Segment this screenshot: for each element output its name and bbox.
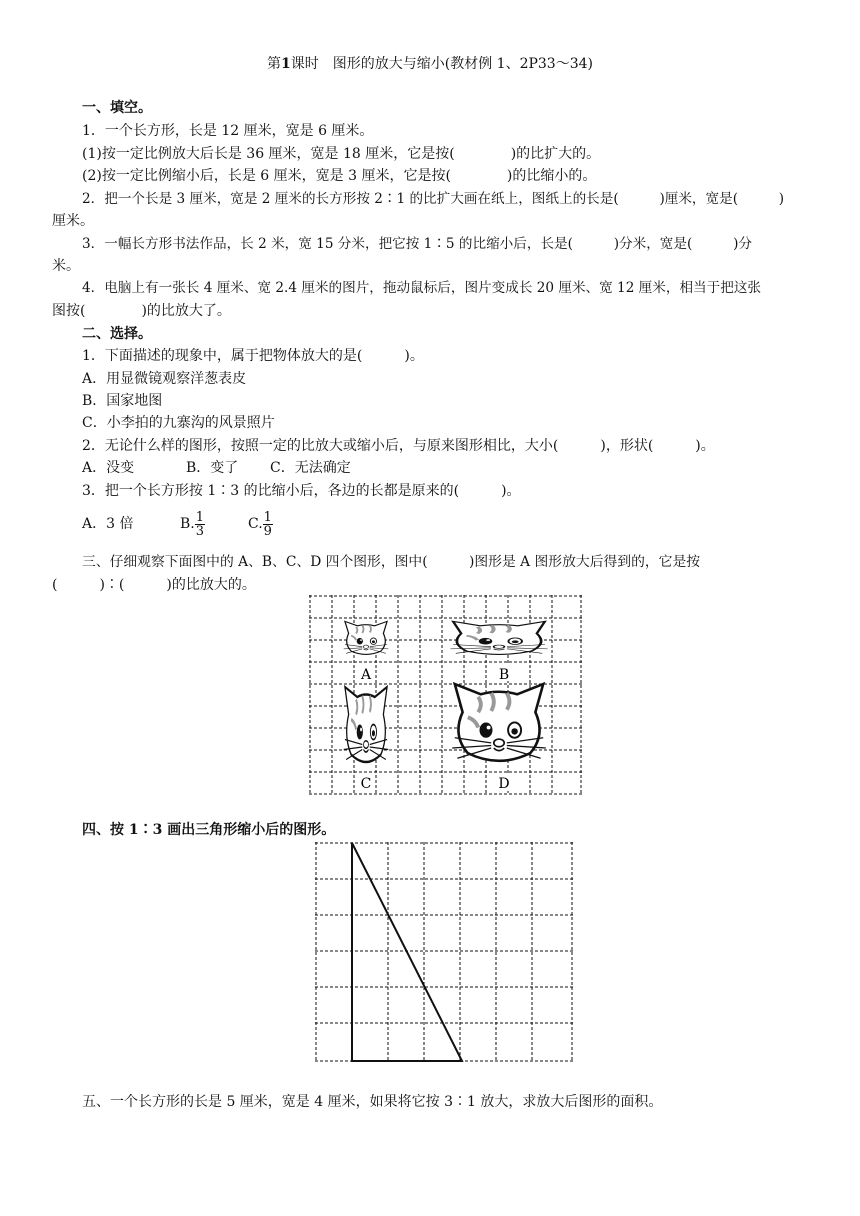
cat-d-icon (452, 684, 546, 761)
s2-q3-option-c: C. $\frac{1}{9}$ (248, 509, 272, 539)
s1-q3-line1: 3．一幅长方形书法作品，长 2 米，宽 15 分米，把它按 1∶5 的比缩小后，长是( )分米，宽是( )分 (82, 236, 752, 252)
s3-line2: ( )∶( )的比放大的。 (52, 577, 256, 593)
s1-q1-part2: (2)按一定比例缩小后，长是 6 厘米，宽是 3 厘米，它是按( )的比缩小的。 (82, 168, 597, 184)
cat-c-icon (344, 687, 389, 762)
s5-question: 五、一个长方形的长是 5 厘米，宽是 4 厘米，如果将它按 3∶1 放大，求放大后图形的面积。 (82, 1094, 663, 1110)
cat-label-d: D (498, 776, 510, 792)
s1-q2-line1: 2．把一个长是 3 厘米，宽是 2 厘米的长方形按 2∶1 的比扩大画在纸上，图纸上的长是( )厘米，宽是( ) (82, 191, 785, 207)
s2-q1-option-b: B．国家地图 (82, 393, 163, 409)
section1-heading: 一、填空。 (82, 100, 152, 116)
s2-q2-option-b: B．变了 (186, 460, 239, 476)
fraction-one-third: $\frac{1}{3}$ (195, 509, 205, 539)
cat-b-icon (450, 621, 547, 654)
s2-q2-option-c: C．无法确定 (270, 460, 351, 476)
triangle-grid-lines (315, 842, 573, 1062)
s2-q2-option-a: A．没变 (82, 460, 135, 476)
s2-q3-option-a: A．3 倍 (82, 516, 134, 532)
s2-q1-option-c: C．小李拍的九寨沟的风景照片 (82, 415, 275, 431)
s2-q3: 3．把一个长方形按 1∶3 的比缩小后，各边的长都是原来的( )。 (82, 483, 521, 499)
s2-q1: 1．下面描述的现象中，属于把物体放大的是( )。 (82, 348, 424, 364)
cat-label-a: A (360, 667, 372, 683)
cat-label-c: C (360, 776, 372, 792)
lesson-title: 第1课时 图形的放大与缩小(教材例 1、2P33～34) (267, 56, 593, 72)
s1-q4-line2: 图按( )的比放大了。 (52, 303, 231, 319)
s3-line1: 三、仔细观察下面图中的 A、B、C、D 四个图形，图中( )图形是 A 图形放大后得到的，它是按 (82, 554, 701, 570)
s2-q1-option-a: A．用显微镜观察洋葱表皮 (82, 371, 247, 387)
cat-a-icon (344, 621, 389, 654)
s2-q2: 2．无论什么样的图形，按照一定的比放大或缩小后，与原来图形相比，大小( )，形状( )。 (82, 438, 715, 454)
triangle-grid-figure (315, 842, 575, 1064)
cat-grid-figure (309, 595, 583, 795)
section2-heading: 二、选择。 (82, 326, 152, 342)
s1-q2-line2: 厘米。 (52, 213, 94, 229)
s1-q1: 1．一个长方形，长是 12 厘米，宽是 6 厘米。 (82, 123, 374, 139)
s1-q3-line2: 米。 (52, 258, 80, 274)
s1-q1-part1: (1)按一定比例放大后长是 36 厘米，宽是 18 厘米，它是按( )的比扩大的。 (82, 146, 601, 162)
fraction-one-ninth: $\frac{1}{9}$ (263, 509, 272, 539)
right-triangle (352, 843, 462, 1061)
cat-label-b: B (498, 667, 510, 683)
s1-q4-line1: 4．电脑上有一张长 4 厘米、宽 2.4 厘米的图片，拖动鼠标后，图片变成长 20 厘米、宽 12 厘米，相当于把这张 (82, 280, 762, 296)
s2-q3-option-b: B. $\frac{1}{3}$ (180, 509, 205, 539)
section4-heading: 四、按 1∶3 画出三角形缩小后的图形。 (82, 822, 336, 838)
